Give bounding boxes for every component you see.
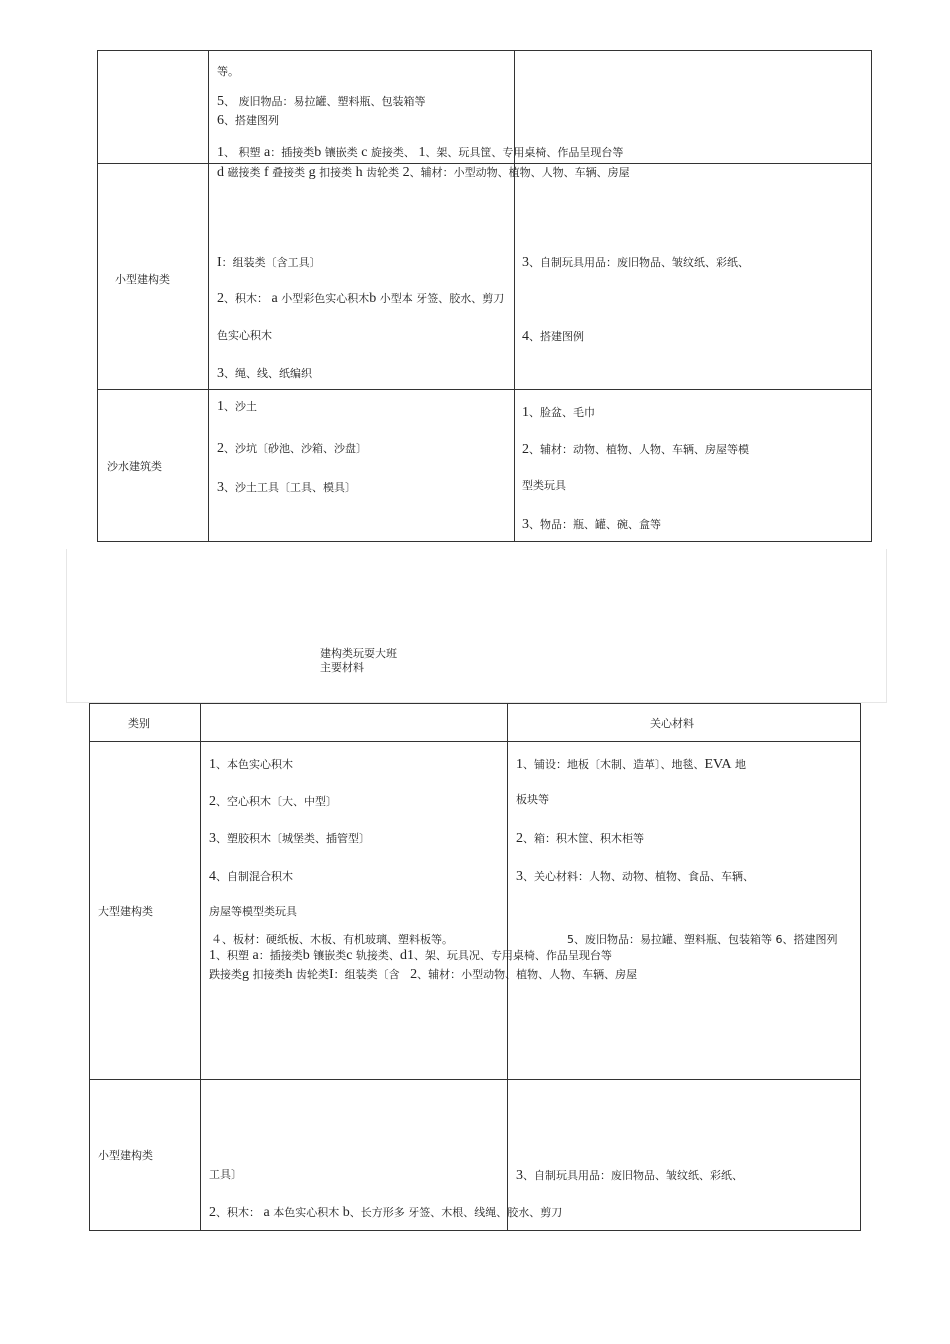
list-item — [217, 479, 356, 496]
list-item — [209, 1204, 562, 1221]
item-number: 1 — [522, 405, 529, 420]
item-letter: c — [346, 948, 353, 963]
table-1-col-divider — [208, 50, 209, 542]
cell-text: 板块等 — [516, 793, 549, 806]
cell-text: 房屋等模型类玩具 — [209, 905, 297, 918]
list-item — [516, 756, 746, 773]
item-text: 、自制玩具用品：废旧物品、皱纹纸、彩纸、 — [529, 256, 749, 269]
item-number: 2 — [402, 165, 410, 180]
item-letter: b — [369, 291, 377, 306]
item-text: 、空心积木〔大、中型〕 — [216, 795, 337, 808]
item-number: 4 — [522, 329, 529, 344]
table-2-header-divider — [89, 741, 861, 742]
overflow-line — [217, 144, 623, 161]
item-letter: a — [252, 948, 259, 963]
item-text: 、箱：积木筐、积木柜等 — [523, 832, 644, 845]
item-text: 、自制玩具用品：废旧物品、皱纹纸、彩纸、 — [523, 1169, 743, 1182]
overflow-line — [209, 947, 612, 964]
item-number: 3 — [522, 255, 529, 270]
item-text: ：插接类 — [258, 949, 303, 962]
table-2-col-divider — [200, 703, 201, 1231]
item-text: 磁接类 — [227, 166, 261, 179]
item-letter: d — [217, 165, 224, 180]
item-letter: b — [302, 948, 310, 963]
list-item — [522, 441, 749, 458]
item-text: 轨接类、 — [355, 949, 400, 962]
category-label: 沙水建筑类 — [107, 460, 162, 473]
item-number: 2 — [209, 1205, 216, 1220]
item-abbrev: EVA — [704, 757, 732, 772]
item-number: 3 — [516, 1168, 523, 1183]
item-number: I — [217, 255, 222, 270]
list-item — [217, 93, 426, 110]
table-1-col-divider — [514, 50, 515, 542]
item-text: 、沙土 — [224, 400, 257, 413]
item-text: 、搭建图列 — [224, 114, 279, 127]
item-letter: a — [271, 291, 278, 306]
table-1-border-bottom — [97, 541, 872, 542]
list-item — [217, 398, 257, 415]
list-item — [516, 830, 644, 847]
item-text: 、辅材：小型动物、植物、人物、车辆、房屋 — [409, 166, 630, 179]
item-text: 齿轮类 — [366, 166, 400, 179]
list-item — [522, 254, 749, 271]
item-number: 1 — [217, 399, 224, 414]
item-text: 旋接类、 — [370, 146, 415, 159]
item-number: 4 — [209, 869, 216, 884]
title-panel — [66, 549, 887, 703]
item-number: 2 — [522, 442, 529, 457]
item-text: 、物品：瓶、罐、碗、盒等 — [529, 518, 661, 531]
item-text: 、绳、线、纸编织 — [224, 367, 312, 380]
item-letter: c — [361, 145, 368, 160]
table-2-border-right — [860, 703, 861, 1231]
cell-text: 色实心积木 — [217, 329, 272, 342]
table-2-border-top — [89, 703, 861, 704]
item-number: 5 — [217, 94, 224, 109]
item-letter: b — [342, 1205, 350, 1220]
item-text: 、积木： — [216, 1206, 260, 1219]
item-number: 2 — [516, 831, 523, 846]
item-number: 2 — [217, 291, 224, 306]
item-text: 跌接类 — [209, 968, 242, 981]
item-text: 本色实心积木 — [273, 1206, 340, 1219]
item-text: 、辅材：动物、植物、人物、车辆、房屋等模 — [529, 443, 749, 456]
item-number: 3 — [217, 366, 224, 381]
list-item — [516, 868, 754, 885]
item-text: 镶嵌类 — [324, 146, 358, 159]
table-2-row-divider — [89, 1079, 861, 1080]
item-letter: a — [263, 1205, 270, 1220]
item-text: 、关心材料：人物、动物、植物、食品、车辆、 — [523, 870, 754, 883]
category-label: 小型建构类 — [115, 273, 170, 286]
item-text: 、辅材：小型动物、植物、人物、车辆、房屋 — [417, 968, 638, 981]
item-number: 2 — [209, 794, 216, 809]
overflow-line: 5、废旧物品：易拉罐、塑料瓶、包装箱等 6、搭建图列 — [567, 933, 838, 946]
item-text: 、沙土工具〔工具、模具〕 — [224, 481, 356, 494]
item-text: 、铺设：地板〔木制、造革〕、地毯、 — [523, 758, 705, 771]
item-number: 3 — [516, 869, 523, 884]
item-letter: h — [355, 165, 363, 180]
list-item — [217, 365, 312, 382]
item-letter: I — [329, 967, 334, 982]
cell-text: 等。 — [217, 65, 239, 78]
item-text: 、架、玩具况、专用桌椅、作品呈现台等 — [413, 949, 612, 962]
list-item — [217, 112, 279, 129]
item-text: 、本色实心积木 — [216, 758, 293, 771]
column-header-category: 类别 — [128, 717, 150, 730]
item-text: 小型彩色实心积木 — [281, 292, 370, 305]
item-text: 、长方形多 牙签、木根、线绳、胶水、剪刀 — [349, 1206, 563, 1219]
list-item — [209, 830, 370, 847]
cell-text: 型类玩具 — [522, 479, 566, 492]
item-text: ：组装类〔含 — [333, 968, 400, 981]
category-label: 大型建构类 — [98, 905, 153, 918]
item-number: 3 — [217, 480, 224, 495]
item-letter: d1 — [399, 948, 414, 963]
overflow-line: ４、板材：硬纸板、木板、有机玻璃、塑料板等。 — [211, 933, 453, 946]
item-text: 、 废旧物品：易拉罐、塑料瓶、包装箱等 — [224, 95, 426, 108]
list-item — [522, 328, 584, 345]
item-number: 2 — [410, 967, 418, 982]
list-item — [209, 756, 293, 773]
item-letter: a — [264, 145, 271, 160]
item-text: 、沙坑〔砂池、沙箱、沙盘〕 — [224, 442, 367, 455]
item-text: ：组装类〔含工具〕 — [221, 256, 321, 269]
page-subtitle: 主要材料 — [320, 661, 364, 674]
item-text: 扣接类 — [252, 968, 286, 981]
page-title: 建构类玩耍大班 — [320, 647, 397, 660]
item-text: 、搭建图例 — [529, 330, 584, 343]
cell-text: 工具〕 — [209, 1168, 242, 1181]
overflow-line — [217, 164, 630, 181]
table-2-border-left — [89, 703, 90, 1231]
item-text: 齿轮类 — [296, 968, 329, 981]
table-1-row-divider — [97, 389, 872, 390]
item-text: 、塑胶积木〔城堡类、插管型〕 — [216, 832, 370, 845]
table-1-border-top — [97, 50, 872, 51]
list-item — [522, 404, 595, 421]
item-letter: h — [285, 967, 293, 982]
item-text: 、积塑 — [216, 949, 249, 962]
item-text: ：插接类 — [270, 146, 315, 159]
item-text: 、积木： — [224, 292, 268, 305]
item-number: 1 — [418, 145, 426, 160]
item-number: 1 — [516, 757, 523, 772]
list-item — [209, 793, 337, 810]
item-number: 6 — [217, 113, 224, 128]
list-item — [217, 254, 321, 271]
item-number: 1 — [209, 757, 216, 772]
item-text: 、 积塑 — [224, 146, 261, 159]
table-1-border-left — [97, 50, 98, 542]
item-letter: b — [314, 145, 322, 160]
item-letter: g — [242, 967, 249, 982]
item-number: 3 — [209, 831, 216, 846]
item-letter: f — [264, 165, 269, 180]
item-text: 、脸盆、毛巾 — [529, 406, 595, 419]
item-text: 、架、玩具筐、专用桌椅、作品呈现台等 — [425, 146, 624, 159]
item-letter: g — [308, 165, 316, 180]
list-item — [217, 440, 367, 457]
category-label: 小型建构类 — [98, 1149, 153, 1162]
item-text: 镶嵌类 — [313, 949, 347, 962]
item-number: 1 — [209, 948, 216, 963]
list-item — [516, 1167, 743, 1184]
item-text: 小型本 牙签、胶水、剪刀 — [379, 292, 505, 305]
list-item — [522, 516, 661, 533]
list-item — [209, 868, 293, 885]
table-2-border-bottom — [89, 1230, 861, 1231]
column-header-support-materials: 关心材料 — [650, 717, 694, 730]
item-text: 叠接类 — [272, 166, 306, 179]
item-text: 地 — [734, 758, 746, 771]
table-1-border-right — [871, 50, 872, 542]
item-text: 扣接类 — [319, 166, 353, 179]
item-number: 2 — [217, 441, 224, 456]
item-text: 、自制混合积木 — [216, 870, 293, 883]
item-number: 3 — [522, 517, 529, 532]
list-item — [217, 290, 504, 307]
item-number: 1 — [217, 145, 224, 160]
overflow-line — [209, 966, 637, 983]
